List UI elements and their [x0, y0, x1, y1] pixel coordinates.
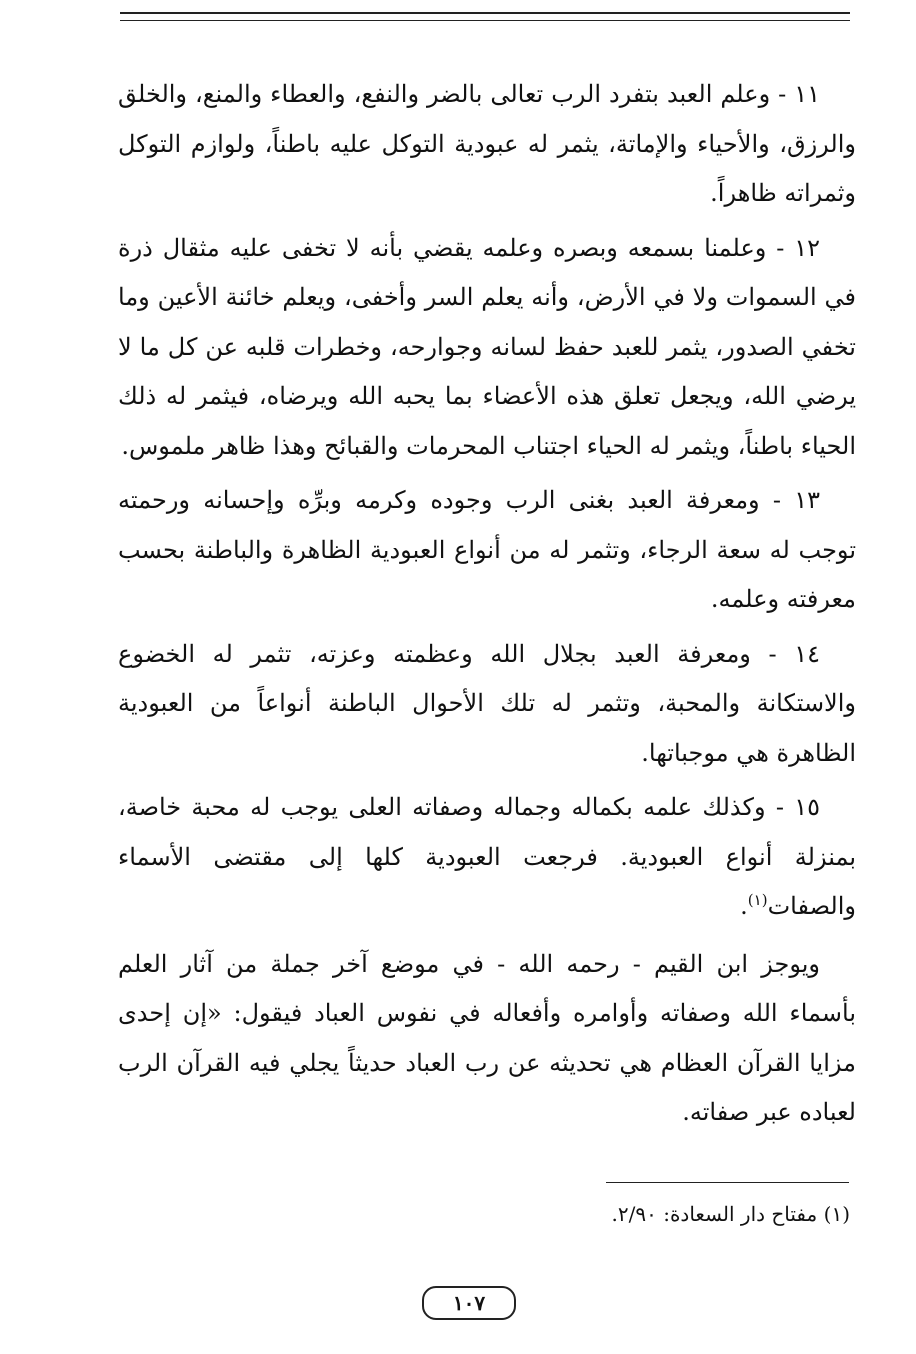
paragraph-11: ١١ - وعلم العبد بتفرد الرب تعالى بالضر والنفع، والعطاء والمنع، والخلق والرزق، والأحياء والإماتة، يثمر له عبودية التوكل عليه باطناً، ولوازم التوكل وثمراته ظاهراً. [118, 80, 856, 207]
page-number: ١٠٧ [422, 1286, 516, 1320]
header-rule-thin [120, 20, 850, 21]
header-rule-thick [120, 12, 850, 14]
paragraph-12: ١٢ - وعلمنا بسمعه وبصره وعلمه يقضي بأنه لا تخفى عليه مثقال ذرة في السموات ولا في الأرض، وأنه يعلم السر وأخفى، ويعلم خائنة الأعين وما تخفي الصدور، يثمر للعبد حفظ لسانه وجوارحه، وخطرات قلبه عن كل ما لا يرضي الله، ويجعل تعلق هذه الأعضاء بما يحبه الله ويرضاه، فيثمر له ذلك الحياء باطناً، ويثمر له الحياء اجتناب المحرمات والقبائح وهذا ظاهر ملموس. [118, 233, 856, 460]
footnote-reference[interactable]: (١) [747, 891, 768, 909]
paragraph-15 [118, 783, 856, 932]
paragraph-15-text: ١٥ - وكذلك علمه بكماله وجماله وصفاته العلى يوجب له محبة خاصة، بمنزلة أنواع العبودية. فرجعت العبودية كلها إلى مقتضى الأسماء والصفات [118, 793, 856, 920]
paragraph-13: ١٣ - ومعرفة العبد بغنى الرب وجوده وكرمه وبرِّه وإحسانه ورحمته توجب له سعة الرجاء، وتثمر له من أنواع العبودية الظاهرة والباطنة بحسب معرفته وعلمه. [118, 486, 856, 613]
paragraph-14: ١٤ - ومعرفة العبد بجلال الله وعظمته وعزته، تثمر له الخضوع والاستكانة والمحبة، وتثمر له تلك الأحوال الباطنة أنواعاً من العبودية الظاهرة هي موجباتها. [118, 639, 856, 767]
paragraph-ibn-al-qayyim: ويوجز ابن القيم - رحمه الله - في موضع آخر جملة من آثار العلم بأسماء الله وصفاته وأوامره وأفعاله في نفوس العباد فيقول: «إن إحدى مزايا القرآن العظام هي تحديثه عن رب العباد حديثاً يجلي فيه القرآن الرب لعباده عبر صفاته. [118, 949, 856, 1126]
footnote-separator [606, 1182, 849, 1183]
paragraph-15-end: . [740, 892, 748, 920]
page-body [118, 70, 856, 1138]
footnote: (١) مفتاح دار السعادة: ٢/٩٠. [611, 1202, 850, 1226]
